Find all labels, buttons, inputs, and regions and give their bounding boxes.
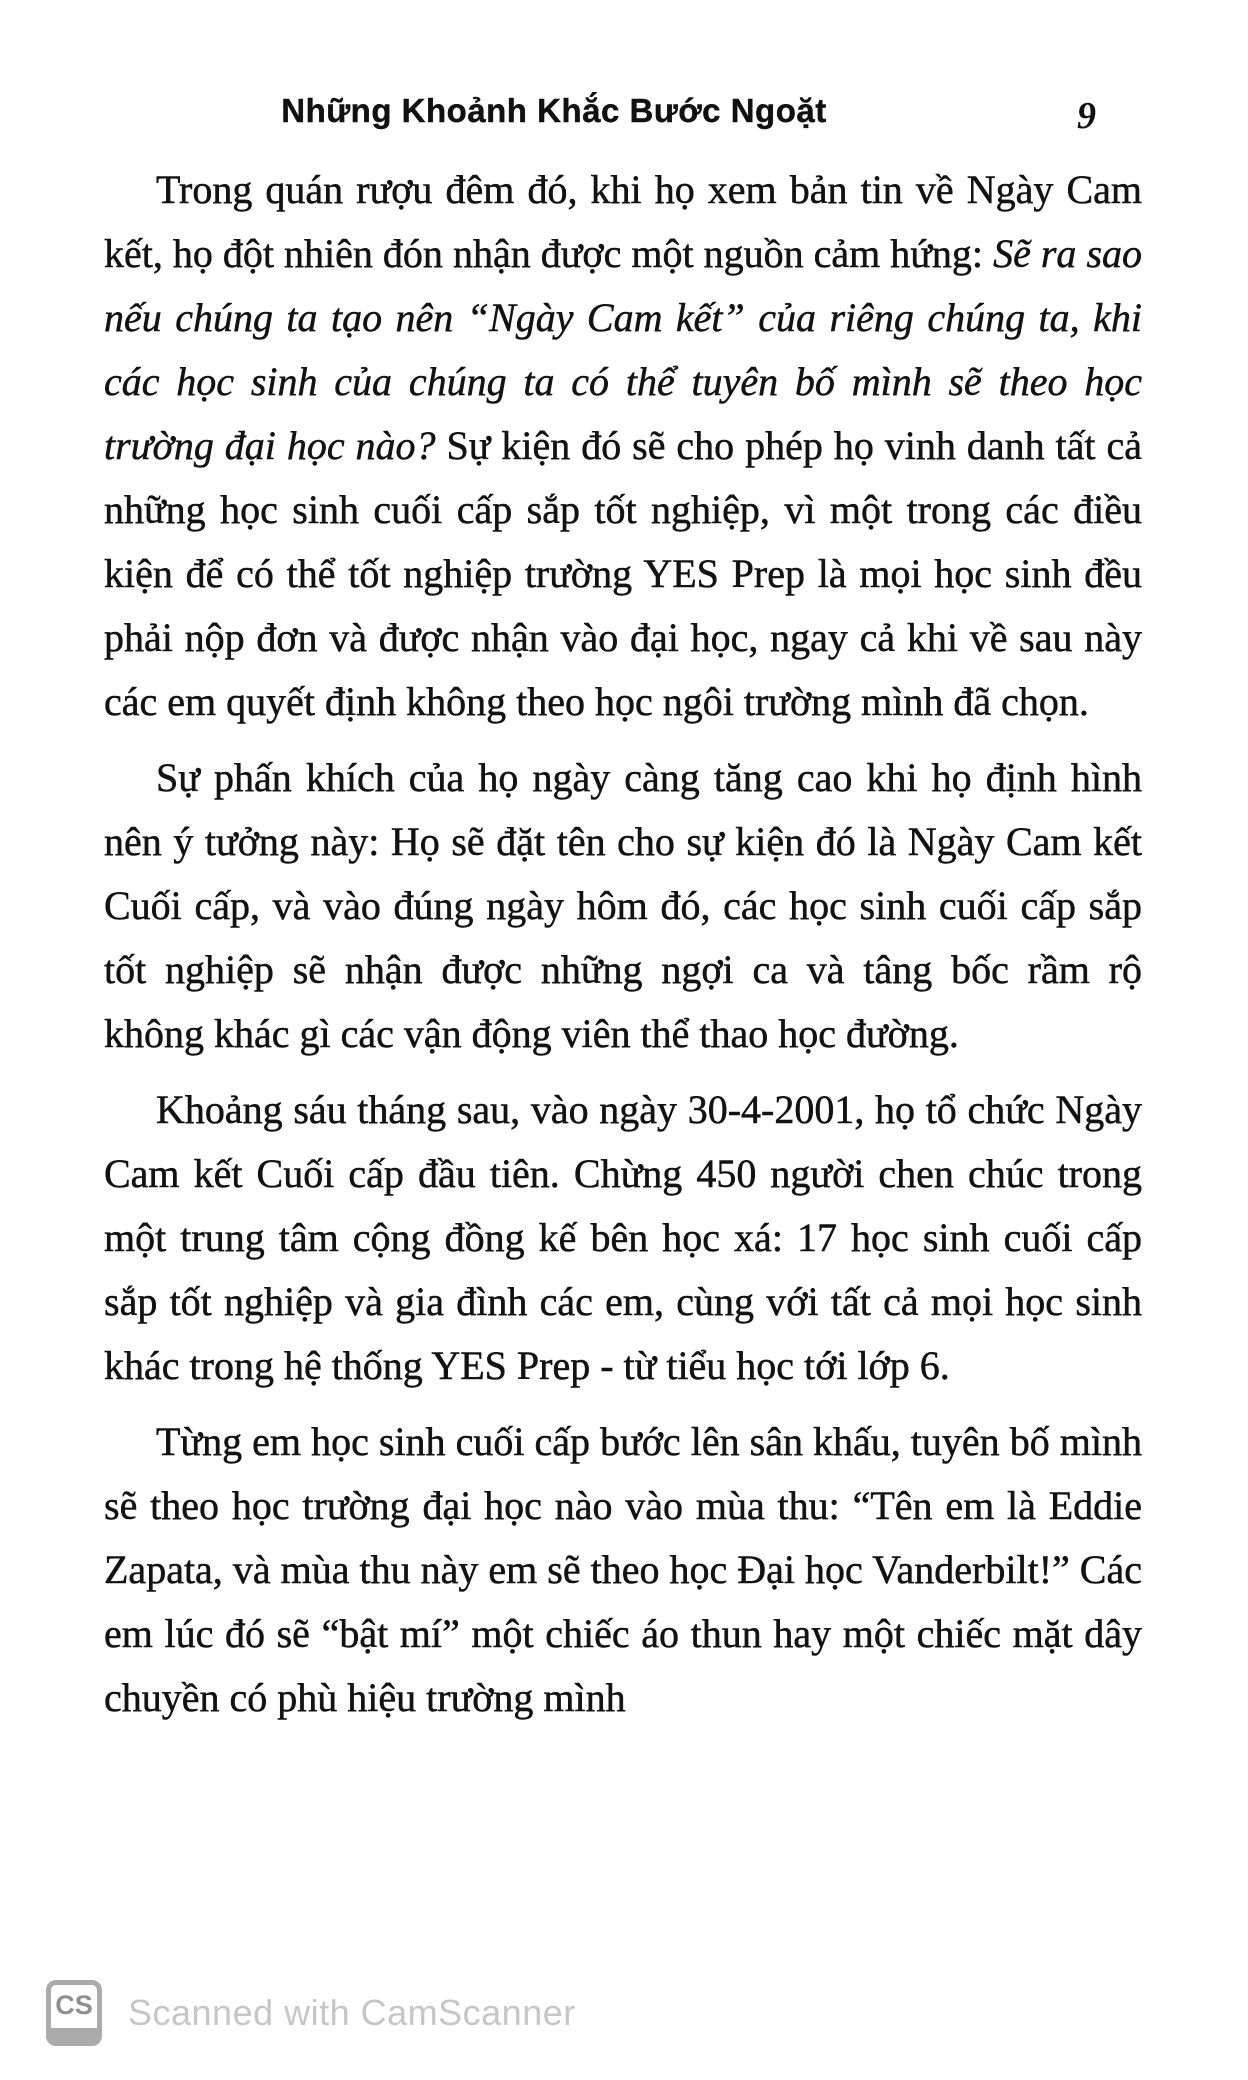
paragraph-2: Sự phấn khích của họ ngày càng tăng cao khi họ định hình nên ý tưởng này: Họ sẽ đặt tên cho sự kiện đó là Ngày Cam kết Cuối cấp, và vào đúng ngày hôm đó, các học sinh cuối cấp sắp tốt nghiệp sẽ nhận được những ngợi ca và tâng bốc rầm rộ không khác gì các vận động viên thể thao học đường. [104,755,1142,1056]
paragraph-1-text: Trong quán rượu đêm đó, khi họ xem bản tin về Ngày Cam kết, họ đột nhiên đón nhận được một nguồn cảm hứng: [104,167,1142,276]
watermark-text: Scanned with CamScanner [128,1992,576,2033]
camscanner-logo-icon [46,1980,102,2046]
page-number: 9 [1077,95,1096,137]
running-head-title: Những Khoảnh Khắc Bước Ngoặt [281,92,827,129]
page-body [104,158,1142,1742]
paragraph-3: Khoảng sáu tháng sau, vào ngày 30-4-2001, họ tổ chức Ngày Cam kết Cuối cấp đầu tiên. Chừng 450 người chen chúc trong một trung tâm cộng đồng kế bên học xá: 17 học sinh cuối cấp sắp tốt nghiệp và gia đình các em, cùng với tất cả mọi học sinh khác trong hệ thống YES Prep - từ tiểu học tới lớp 6. [104,1087,1142,1388]
camscanner-logo-letters: CS [55,1990,93,2020]
camscanner-logo-base [51,2028,97,2041]
paragraph-1 [104,158,1142,734]
running-head [104,92,1144,144]
camscanner-watermark [46,1980,576,2046]
paragraph-4: Từng em học sinh cuối cấp bước lên sân khấu, tuyên bố mình sẽ theo học trường đại học nào vào mùa thu: “Tên em là Eddie Zapata, và mùa thu này em sẽ theo học Đại học Vanderbilt!” Các em lúc đó sẽ “bật mí” một chiếc áo thun hay một chiếc mặt dây chuyền có phù hiệu trường mình [104,1419,1142,1720]
paragraph-1-text-end: Sự kiện đó sẽ cho phép họ vinh danh tất cả những học sinh cuối cấp sắp tốt nghiệp, vì một trong các điều kiện để có thể tốt nghiệp trường YES Prep là mọi học sinh đều phải nộp đơn và được nhận vào đại học, ngay cả khi về sau này các em quyết định không theo học ngôi trường mình đã chọn. [104,423,1142,724]
paragraph-1-italic-text: Sẽ ra sao nếu chúng ta tạo nên “Ngày Cam kết” của riêng chúng ta, khi các học sinh của chúng ta có thể tuyên bố mình sẽ theo học trường đại học nào? [104,231,1143,468]
